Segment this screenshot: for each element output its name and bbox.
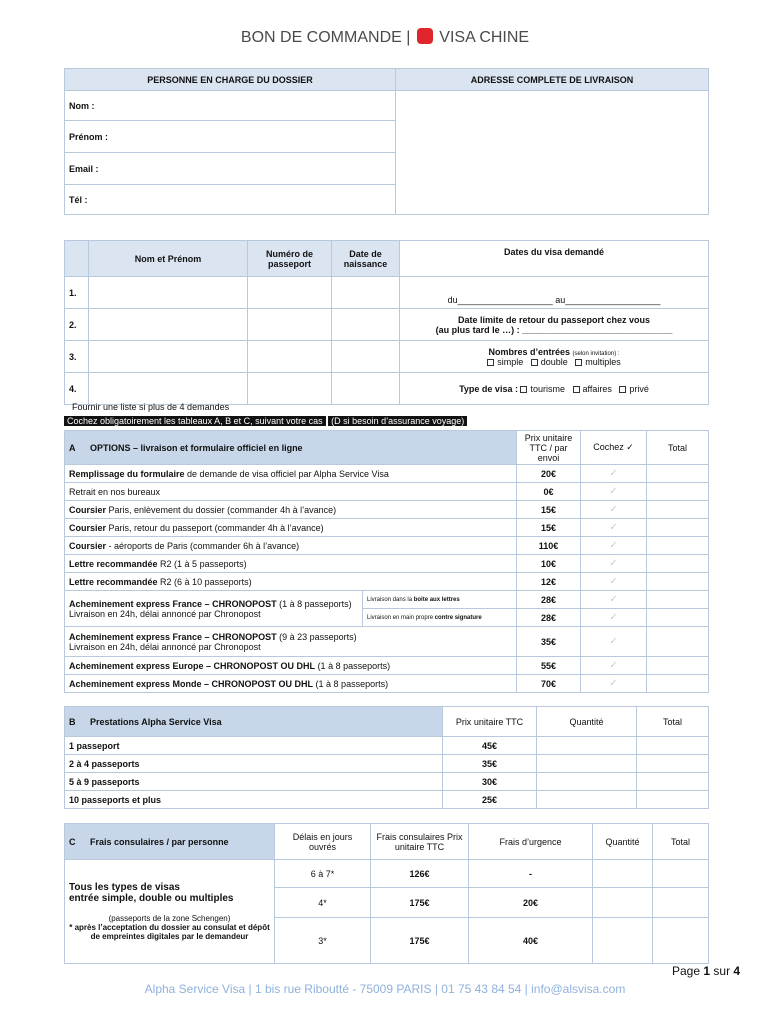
desc-line2: entrée simple, double ou multiples (69, 893, 234, 904)
name-cell[interactable] (89, 277, 248, 309)
check-icon[interactable]: ✓ (581, 609, 647, 627)
page-current: 1 (703, 964, 711, 978)
name-cell[interactable] (89, 373, 248, 405)
row-number: 4. (65, 373, 89, 405)
address-field[interactable] (396, 91, 709, 215)
prestation-row (65, 773, 709, 791)
passport-cell[interactable] (248, 309, 332, 341)
check-icon: ✓ (626, 442, 634, 452)
page-title (0, 28, 770, 47)
option-price: 28€ (517, 591, 581, 609)
prestation-row (65, 737, 709, 755)
checkbox-multiples[interactable] (575, 359, 582, 366)
header-total: Total (653, 824, 709, 860)
option-bold: Acheminement express France – CHRONOPOST (69, 631, 277, 642)
check-icon[interactable]: ✓ (581, 591, 647, 609)
delais-cell: 4* (275, 888, 371, 918)
boite-text: Livraison dans la (367, 596, 414, 603)
total-cell[interactable] (647, 573, 709, 591)
cochez-banner: Cochez obligatoirement les tableaux A, B et C, suivant votre cas (64, 416, 326, 426)
option-label (65, 537, 517, 555)
signature-bold: contre signature (434, 614, 482, 621)
note-cochez (64, 416, 467, 426)
visa-dates-field[interactable]: du___________________ au___________________ (400, 277, 709, 309)
option-price: 35€ (517, 627, 581, 657)
checkbox-prive[interactable] (619, 386, 626, 393)
option-price: 20€ (517, 465, 581, 483)
name-cell[interactable] (89, 309, 248, 341)
total-cell[interactable] (653, 860, 709, 888)
prestation-label: 10 passeports et plus (65, 791, 443, 809)
header-person: PERSONNE EN CHARGE DU DOSSIER (65, 69, 396, 91)
passport-cell[interactable] (248, 373, 332, 405)
option-text: Paris, retour du passeport (commander 4h à l’avance) (106, 522, 324, 533)
option-bold: Coursier (69, 540, 107, 551)
option-signature (363, 609, 517, 627)
check-icon[interactable]: ✓ (581, 657, 647, 675)
urgence-cell: 20€ (469, 888, 593, 918)
header-birth: Date de naissance (332, 241, 400, 277)
page-indicator (672, 964, 740, 978)
option-bold: Coursier (69, 522, 107, 533)
name-cell[interactable] (89, 341, 248, 373)
option-text: (9 à 23 passeports) (276, 631, 357, 642)
prestation-row (65, 755, 709, 773)
total-cell[interactable] (637, 755, 709, 773)
quantity-cell[interactable] (537, 755, 637, 773)
table-a-title: OPTIONS – livraison et formulaire officiel en ligne (90, 442, 303, 453)
signature-text: Livraison en main propre (367, 614, 435, 621)
option-row (65, 573, 709, 591)
total-cell[interactable] (647, 657, 709, 675)
option-text: de demande de visa officiel par Alpha Service Visa (184, 468, 389, 479)
header-dates: Dates du visa demandé (400, 241, 709, 277)
total-cell[interactable] (647, 609, 709, 627)
prestation-price: 25€ (443, 791, 537, 809)
checkbox-double[interactable] (531, 359, 538, 366)
quantity-cell[interactable] (593, 888, 653, 918)
option-bold: Acheminement express Monde – CHRONOPOST OU DHL (69, 678, 314, 689)
checkbox-affaires[interactable] (573, 386, 580, 393)
option-boite (363, 591, 517, 609)
birth-cell[interactable] (332, 309, 400, 341)
passport-cell[interactable] (248, 341, 332, 373)
date-limite-label: Date limite de retour du passeport chez vous (457, 314, 651, 325)
frais-table-c (64, 823, 709, 964)
passport-cell[interactable] (248, 277, 332, 309)
entries-field (400, 341, 709, 373)
option-price: 0€ (517, 483, 581, 501)
option-label (65, 501, 517, 519)
option-row (65, 537, 709, 555)
prestation-label: 1 passeport (65, 737, 443, 755)
prestations-table-b (64, 706, 709, 809)
total-cell[interactable] (637, 791, 709, 809)
option-sub: Livraison en 24h, délai annoncé par Chronopost (69, 608, 261, 619)
row-number: 1. (65, 277, 89, 309)
option-simple: simple (497, 356, 524, 367)
check-icon[interactable]: ✓ (581, 675, 647, 693)
option-label (65, 591, 363, 627)
title-right: VISA CHINE (439, 29, 530, 46)
option-price: 12€ (517, 573, 581, 591)
check-icon[interactable]: ✓ (581, 537, 647, 555)
option-text: R2 (1 à 5 passeports) (157, 558, 247, 569)
option-label (65, 483, 517, 501)
option-text: Retrait en nos bureaux (69, 486, 161, 497)
option-price: 70€ (517, 675, 581, 693)
field-prenom[interactable]: Prénom : (65, 121, 396, 153)
au-plus-tard-label: (au plus tard le …) : ______________________________ (435, 324, 673, 335)
total-cell[interactable] (647, 675, 709, 693)
visa-description (65, 860, 275, 964)
return-date-field[interactable] (400, 309, 709, 341)
total-cell[interactable] (647, 519, 709, 537)
option-label (65, 555, 517, 573)
header-prix: Prix unitaire TTC / par envoi (517, 431, 581, 465)
total-cell[interactable] (653, 918, 709, 964)
birth-cell[interactable] (332, 373, 400, 405)
option-multiples: multiples (585, 356, 621, 367)
table-b-header (65, 707, 443, 737)
entries-sub: (selon invitation) : (572, 350, 620, 357)
option-tourisme: tourisme (530, 383, 565, 394)
check-icon[interactable]: ✓ (581, 501, 647, 519)
page-mid: sur (713, 964, 731, 978)
desc-line1: Tous les types de visas (69, 882, 180, 893)
urgence-cell: - (469, 860, 593, 888)
header-total: Total (637, 707, 709, 737)
frais-cell: 126€ (371, 860, 469, 888)
table-b-letter: B (69, 716, 76, 727)
frais-cell: 175€ (371, 888, 469, 918)
title-left: BON DE COMMANDE | (240, 29, 411, 46)
field-email[interactable]: Email : (65, 153, 396, 185)
total-cell[interactable] (647, 501, 709, 519)
page-total: 4 (733, 964, 741, 978)
option-label (65, 465, 517, 483)
option-price: 110€ (517, 537, 581, 555)
frais-cell: 175€ (371, 918, 469, 964)
prestation-label: 2 à 4 passeports (65, 755, 443, 773)
option-price: 28€ (517, 609, 581, 627)
applicants-table (64, 240, 709, 405)
quantity-cell[interactable] (593, 918, 653, 964)
option-text: Paris, enlèvement du dossier (commander 4h à l’avance) (106, 504, 337, 515)
option-row (65, 519, 709, 537)
assurance-banner: (D si besoin d’assurance voyage) (328, 416, 467, 426)
header-name: Nom et Prénom (89, 241, 248, 277)
option-text: (1 à 8 passeports) (276, 598, 352, 609)
table-b-title: Prestations Alpha Service Visa (90, 716, 222, 727)
option-bold: Remplissage du formulaire (69, 468, 185, 479)
option-price: 15€ (517, 501, 581, 519)
option-affaires: affaires (582, 383, 612, 394)
table-c-header (65, 824, 275, 860)
urgence-cell: 40€ (469, 918, 593, 964)
total-cell[interactable] (637, 737, 709, 755)
visa-type-field (400, 373, 709, 405)
header-total: Total (647, 431, 709, 465)
option-row (65, 465, 709, 483)
quantity-cell[interactable] (537, 737, 637, 755)
table-a-header (65, 431, 517, 465)
header-quantite: Quantité (537, 707, 637, 737)
field-tel[interactable]: Tél : (65, 185, 396, 215)
header-frais: Frais consulaires Prix unitaire TTC (371, 824, 469, 860)
delais-cell: 3* (275, 918, 371, 964)
option-double: double (540, 356, 568, 367)
header-passport: Numéro de passeport (248, 241, 332, 277)
quantity-cell[interactable] (537, 791, 637, 809)
contact-table (64, 68, 709, 215)
entries-title: Nombres d’entrées (488, 346, 570, 357)
cochez-label: Cochez (593, 442, 624, 452)
options-table-a (64, 430, 709, 693)
option-row (65, 483, 709, 501)
total-cell[interactable] (647, 465, 709, 483)
option-row (65, 555, 709, 573)
option-label (65, 627, 517, 657)
prestation-price: 35€ (443, 755, 537, 773)
check-icon[interactable]: ✓ (581, 573, 647, 591)
option-price: 15€ (517, 519, 581, 537)
check-icon[interactable]: ✓ (581, 465, 647, 483)
total-cell[interactable] (637, 773, 709, 791)
note-liste: Fournir une liste si plus de 4 demandes (72, 402, 230, 412)
delais-cell: 6 à 7* (275, 860, 371, 888)
prestation-price: 30€ (443, 773, 537, 791)
desc-line4: * après l’acceptation du dossier au consulat et dépôt de empreintes digitales par le demandeur (69, 923, 270, 941)
option-row (65, 675, 709, 693)
total-cell[interactable] (647, 627, 709, 657)
checkbox-simple[interactable] (487, 359, 494, 366)
table-c-title: Frais consulaires / par personne (90, 836, 229, 847)
row-number: 2. (65, 309, 89, 341)
visa-type-label: Type de visa : (459, 383, 518, 394)
header-prix: Prix unitaire TTC (443, 707, 537, 737)
prestation-price: 45€ (443, 737, 537, 755)
check-icon[interactable]: ✓ (581, 627, 647, 657)
option-label (65, 519, 517, 537)
total-cell[interactable] (647, 483, 709, 501)
desc-line3: (passeports de la zone Schengen) (108, 914, 231, 923)
header-urgence: Frais d’urgence (469, 824, 593, 860)
prestation-label: 5 à 9 passeports (65, 773, 443, 791)
header-delais: Délais en jours ouvrés (275, 824, 371, 860)
option-row (65, 657, 709, 675)
quantity-cell[interactable] (593, 860, 653, 888)
option-price: 10€ (517, 555, 581, 573)
boite-bold: boite aux lettres (413, 596, 460, 603)
table-c-letter: C (69, 836, 76, 847)
china-flag-icon (417, 28, 433, 44)
option-bold: Acheminement express France – CHRONOPOST (69, 598, 277, 609)
option-bold: Lettre recommandée (69, 576, 158, 587)
option-sub: Livraison en 24h, délai annoncé par Chronopost (69, 641, 261, 652)
check-icon[interactable]: ✓ (581, 483, 647, 501)
option-label (65, 573, 517, 591)
footer: Alpha Service Visa | 1 bis rue Riboutté - 75009 PARIS | 01 75 43 84 54 | info@alsvisa.com (144, 982, 626, 996)
total-cell[interactable] (647, 537, 709, 555)
option-bold: Lettre recommandée (69, 558, 158, 569)
option-row (65, 501, 709, 519)
option-bold: Coursier (69, 504, 107, 515)
check-icon[interactable]: ✓ (581, 555, 647, 573)
option-bold: Acheminement express Europe – CHRONOPOST OU DHL (69, 660, 316, 671)
option-text: - aéroports de Paris (commander 6h à l’avance) (106, 540, 300, 551)
total-cell[interactable] (647, 591, 709, 609)
option-row (65, 591, 709, 609)
option-row (65, 627, 709, 657)
page-prefix: Page (672, 964, 701, 978)
option-text: R2 (6 à 10 passeports) (157, 576, 252, 587)
option-text: (1 à 8 passeports) (313, 678, 389, 689)
option-label (65, 675, 517, 693)
checkbox-tourisme[interactable] (520, 386, 527, 393)
option-prive: privé (629, 383, 649, 394)
field-nom[interactable]: Nom : (65, 91, 396, 121)
total-cell[interactable] (653, 888, 709, 918)
birth-cell[interactable] (332, 341, 400, 373)
prestation-row (65, 791, 709, 809)
option-price: 55€ (517, 657, 581, 675)
option-label (65, 657, 517, 675)
check-icon[interactable]: ✓ (581, 519, 647, 537)
header-cochez (581, 431, 647, 465)
header-quantite: Quantité (593, 824, 653, 860)
table-a-letter: A (69, 442, 76, 453)
birth-cell[interactable] (332, 277, 400, 309)
header-address: ADRESSE COMPLETE DE LIVRAISON (396, 69, 709, 91)
row-number: 3. (65, 341, 89, 373)
quantity-cell[interactable] (537, 773, 637, 791)
total-cell[interactable] (647, 555, 709, 573)
option-text: (1 à 8 passeports) (315, 660, 391, 671)
